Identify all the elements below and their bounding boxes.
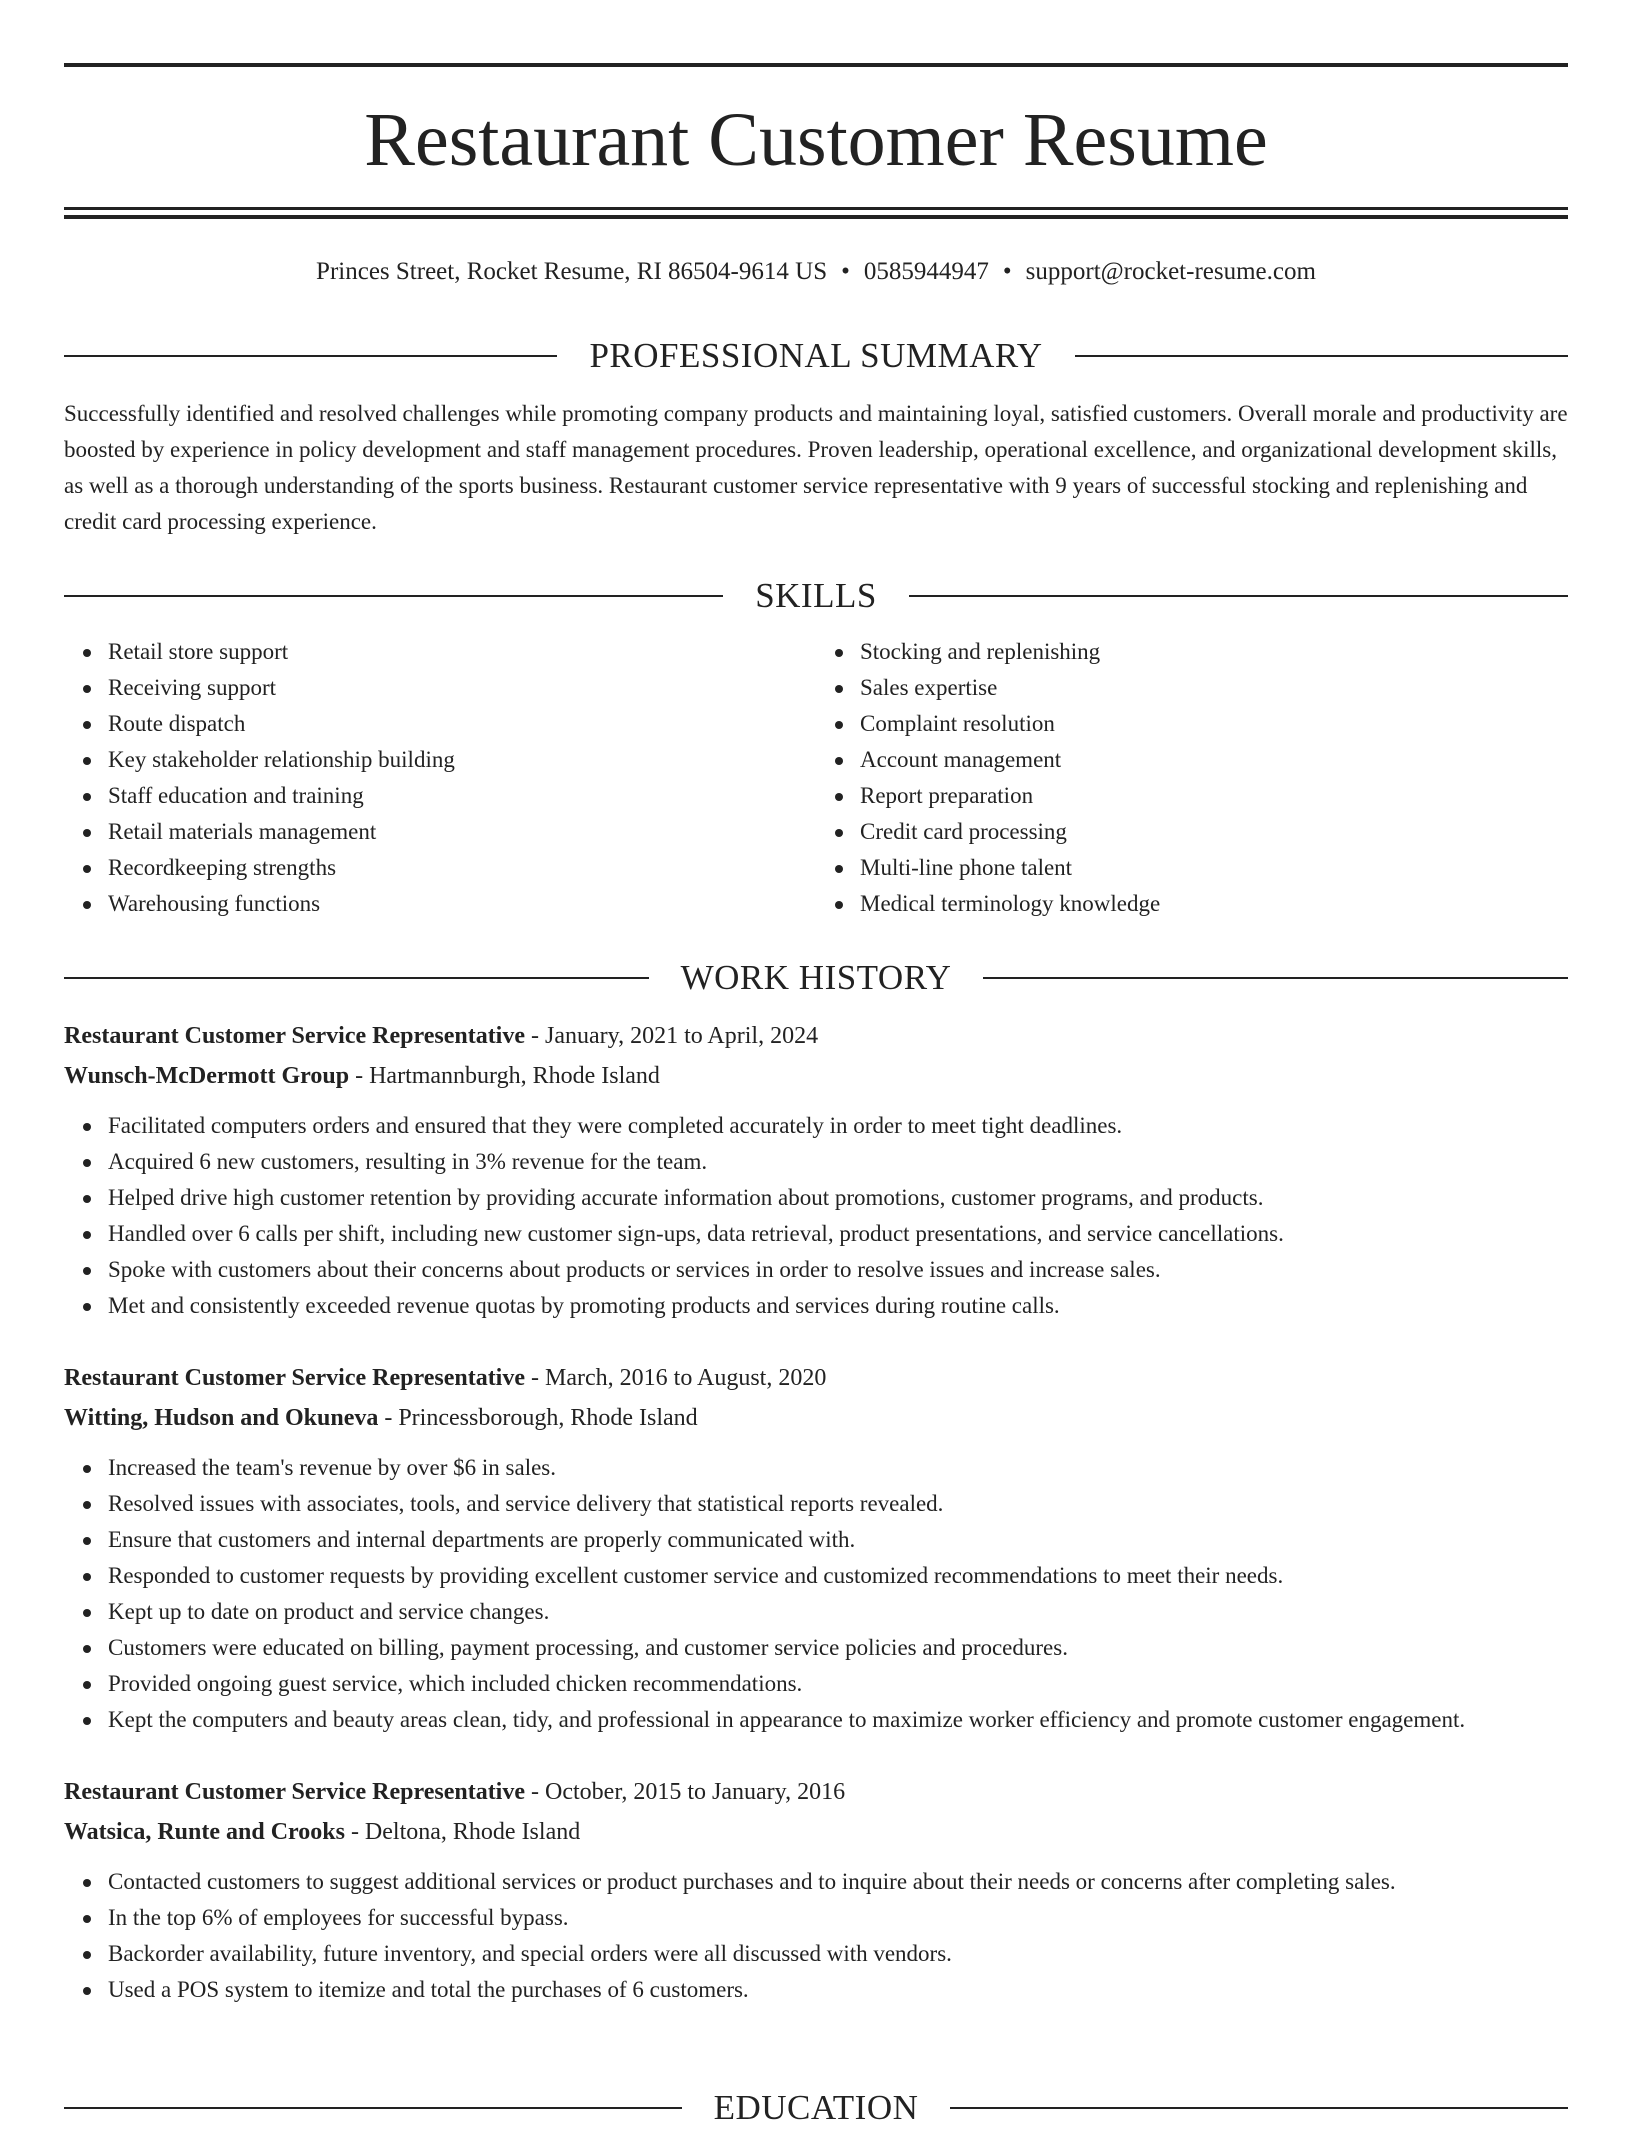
job-bullet: Handled over 6 calls per shift, including new customer sign-ups, data retrieval, product presentations, and service cancellations. — [108, 1216, 1568, 1252]
top-rule — [64, 63, 1568, 67]
heading-rule — [983, 977, 1568, 979]
skills-list-right — [816, 634, 1568, 922]
skills-section — [64, 574, 1568, 922]
skills-columns — [64, 634, 1568, 922]
job-dates: - March, 2016 to August, 2020 — [525, 1365, 827, 1391]
heading-rule — [950, 2107, 1568, 2109]
skills-heading: SKILLS — [755, 576, 877, 615]
skills-list-left — [64, 634, 816, 922]
job-bullet: Responded to customer requests by providing excellent customer service and customized recommendations to meet their needs. — [108, 1558, 1568, 1594]
heading-rule — [64, 2107, 682, 2109]
contact-address: Princes Street, Rocket Resume, RI 86504-9614 US — [316, 258, 828, 285]
skill-item: Warehousing functions — [108, 886, 816, 922]
skill-item: Retail store support — [108, 634, 816, 670]
job-bullet: Resolved issues with associates, tools, and service delivery that statistical reports revealed. — [108, 1486, 1568, 1522]
job-dates: - October, 2015 to January, 2016 — [525, 1779, 846, 1805]
skill-item: Route dispatch — [108, 706, 816, 742]
job-bullet: Kept the computers and beauty areas clean, tidy, and professional in appearance to maximize worker efficiency and promote customer engagement. — [108, 1702, 1568, 1738]
job-title: Restaurant Customer Service Representative — [64, 1023, 526, 1049]
job-title-line — [64, 1772, 1568, 1812]
job-entry — [64, 1016, 1568, 1324]
heading-rule — [1075, 355, 1568, 357]
skill-item: Medical terminology knowledge — [860, 886, 1568, 922]
section-heading — [64, 334, 1568, 378]
education-section — [64, 2086, 1568, 2130]
job-location: - Deltona, Rhode Island — [344, 1819, 581, 1845]
skill-item: Account management — [860, 742, 1568, 778]
job-bullet: Customers were educated on billing, payment processing, and customer service policies and procedures. — [108, 1630, 1568, 1666]
job-title: Restaurant Customer Service Representative — [64, 1365, 526, 1391]
summary-text: Successfully identified and resolved challenges while promoting company products and maintaining loyal, satisfied customers. Overall morale and productivity are boosted by experience in policy development and staff management procedures. Proven leadership, operational excellence, and organizational development skills, as well as a thorough understanding of the sports business. Restaurant customer service representative with 9 years of successful stocking and replenishing and credit card processing experience. — [64, 401, 1568, 534]
job-entry — [64, 1358, 1568, 1738]
skill-item: Multi-line phone talent — [860, 850, 1568, 886]
job-title-line — [64, 1016, 1568, 1056]
heading-rule — [64, 595, 723, 597]
skill-item: Sales expertise — [860, 670, 1568, 706]
section-heading — [64, 2086, 1568, 2130]
job-dates: - January, 2021 to April, 2024 — [525, 1023, 819, 1049]
title-rule-lower — [64, 215, 1568, 219]
job-bullet: Met and consistently exceeded revenue quotas by promoting products and services during routine calls. — [108, 1288, 1568, 1324]
heading-rule — [909, 595, 1568, 597]
job-company: Witting, Hudson and Okuneva — [64, 1405, 379, 1431]
contact-email: support@rocket-resume.com — [1025, 258, 1316, 285]
job-title-line — [64, 1358, 1568, 1398]
job-bullet: Used a POS system to itemize and total the purchases of 6 customers. — [108, 1972, 1568, 2008]
job-bullet: In the top 6% of employees for successful bypass. — [108, 1900, 1568, 1936]
job-title: Restaurant Customer Service Representative — [64, 1779, 526, 1805]
education-heading: EDUCATION — [713, 2088, 919, 2127]
skill-item: Report preparation — [860, 778, 1568, 814]
skill-item: Recordkeeping strengths — [108, 850, 816, 886]
contact-phone: 0585944947 — [863, 258, 989, 285]
heading-rule — [64, 977, 649, 979]
resume-title: Restaurant Customer Resume — [364, 98, 1268, 182]
contact-line — [64, 254, 1568, 290]
work-history-heading: WORK HISTORY — [680, 958, 952, 997]
job-bullet: Increased the team's revenue by over $6 in sales. — [108, 1450, 1568, 1486]
job-location: - Princessborough, Rhode Island — [378, 1405, 698, 1431]
job-company-line — [64, 1056, 1568, 1096]
job-bullet: Facilitated computers orders and ensured that they were completed accurately in order to meet tight deadlines. — [108, 1108, 1568, 1144]
job-bullet: Spoke with customers about their concerns about products or services in order to resolve issues and increase sales. — [108, 1252, 1568, 1288]
section-heading — [64, 574, 1568, 618]
skill-item: Staff education and training — [108, 778, 816, 814]
job-bullet: Helped drive high customer retention by providing accurate information about promotions, customer programs, and products. — [108, 1180, 1568, 1216]
summary-section — [64, 334, 1568, 540]
job-bullets — [64, 1108, 1568, 1324]
section-heading — [64, 956, 1568, 1000]
contact-separator: • — [1002, 258, 1012, 285]
skill-item: Credit card processing — [860, 814, 1568, 850]
job-bullet: Backorder availability, future inventory, and special orders were all discussed with vendors. — [108, 1936, 1568, 1972]
skill-item: Key stakeholder relationship building — [108, 742, 816, 778]
job-bullet: Ensure that customers and internal departments are properly communicated with. — [108, 1522, 1568, 1558]
job-company-line — [64, 1812, 1568, 1852]
summary-heading: PROFESSIONAL SUMMARY — [589, 336, 1043, 375]
job-bullets — [64, 1864, 1568, 2008]
job-bullets — [64, 1450, 1568, 1738]
contact-separator: • — [841, 258, 850, 285]
job-bullet: Provided ongoing guest service, which included chicken recommendations. — [108, 1666, 1568, 1702]
heading-rule — [64, 355, 557, 357]
skill-item: Receiving support — [108, 670, 816, 706]
job-bullet: Contacted customers to suggest additional services or product purchases and to inquire about their needs or concerns after completing sales. — [108, 1864, 1568, 1900]
job-bullet: Kept up to date on product and service changes. — [108, 1594, 1568, 1630]
skill-item: Retail materials management — [108, 814, 816, 850]
skill-item: Complaint resolution — [860, 706, 1568, 742]
skill-item: Stocking and replenishing — [860, 634, 1568, 670]
job-entry — [64, 1772, 1568, 2008]
job-company-line — [64, 1398, 1568, 1438]
job-bullet: Acquired 6 new customers, resulting in 3% revenue for the team. — [108, 1144, 1568, 1180]
job-company: Wunsch-McDermott Group — [64, 1063, 350, 1089]
job-company: Watsica, Runte and Crooks — [64, 1819, 345, 1845]
job-location: - Hartmannburgh, Rhode Island — [349, 1063, 660, 1089]
work-history-section — [64, 956, 1568, 2008]
title-rule-upper — [64, 207, 1568, 210]
